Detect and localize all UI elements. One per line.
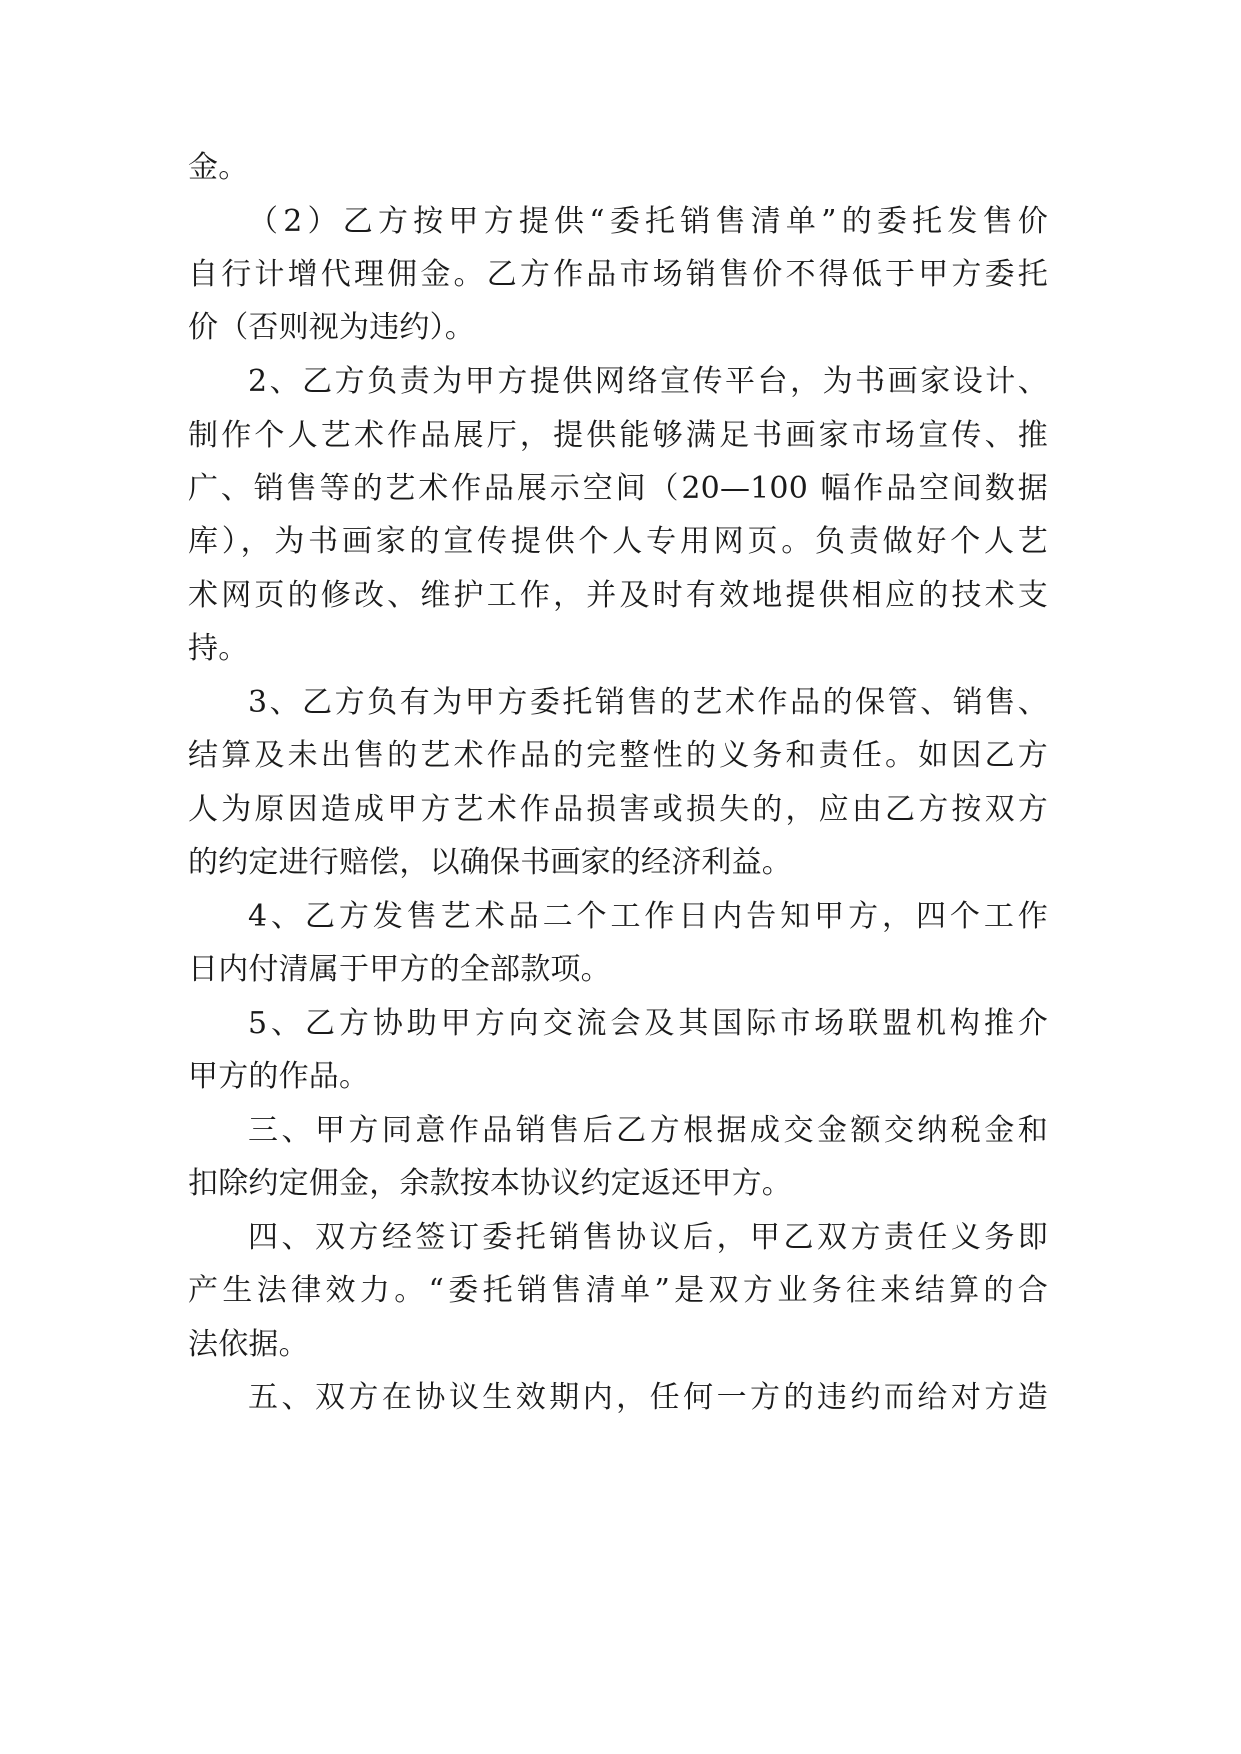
text-line: 三、甲方同意作品销售后乙方根据成交金额交纳税金和: [248, 1113, 1048, 1148]
text-line: 4、乙方发售艺术品二个工作日内告知甲方，四个工作: [248, 899, 1048, 934]
text-line: 法依据。: [188, 1327, 309, 1362]
text-line: （2）乙方按甲方提供“委托销售清单”的委托发售价: [248, 204, 1048, 239]
text-line: 结算及未出售的艺术作品的完整性的义务和责任。如因乙方: [188, 738, 1048, 773]
text-line: 日内付清属于甲方的全部款项。: [188, 952, 611, 987]
text-line: 制作个人艺术作品展厅，提供能够满足书画家市场宣传、推: [188, 418, 1048, 453]
text-line: 四、双方经签订委托销售协议后，甲乙双方责任义务即: [248, 1220, 1048, 1255]
text-line: 扣除约定佣金，余款按本协议约定返还甲方。: [188, 1166, 792, 1201]
text-line: 库），为书画家的宣传提供个人专用网页。负责做好个人艺: [188, 524, 1048, 559]
text-line: 价（否则视为违约）。: [188, 310, 475, 345]
text-line: 2、乙方负责为甲方提供网络宣传平台，为书画家设计、: [248, 364, 1048, 399]
text-line: 自行计增代理佣金。乙方作品市场销售价不得低于甲方委托: [188, 257, 1048, 292]
text-line: 金。: [188, 150, 249, 185]
text-line: 甲方的作品。: [188, 1059, 370, 1094]
text-line: 5、乙方协助甲方向交流会及其国际市场联盟机构推介: [248, 1006, 1048, 1041]
text-line: 广、销售等的艺术作品展示空间（20—100 幅作品空间数据: [188, 471, 1048, 506]
text-line: 3、乙方负有为甲方委托销售的艺术作品的保管、销售、: [248, 685, 1048, 720]
text-line: 术网页的修改、维护工作，并及时有效地提供相应的技术支: [188, 578, 1048, 613]
text-line: 五、双方在协议生效期内，任何一方的违约而给对方造: [248, 1380, 1048, 1415]
text-line: 的约定进行赔偿，以确保书画家的经济利益。: [188, 845, 792, 880]
text-line: 持。: [188, 631, 249, 666]
text-line: 产生法律效力。“委托销售清单”是双方业务往来结算的合: [188, 1273, 1048, 1308]
text-line: 人为原因造成甲方艺术作品损害或损失的，应由乙方按双方: [188, 792, 1048, 827]
